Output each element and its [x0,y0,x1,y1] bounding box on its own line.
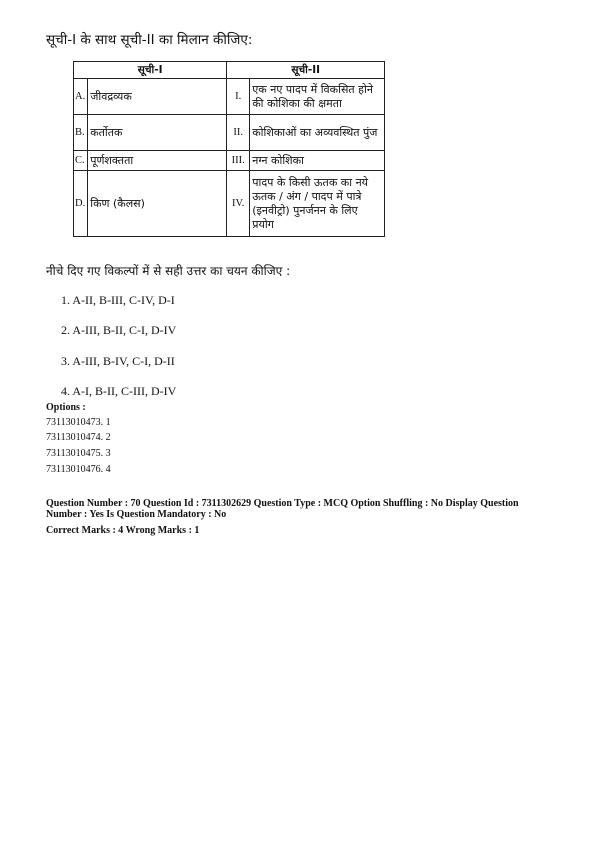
row-left-label: D. [74,171,88,237]
row-left-text: कर्तोतक [88,115,227,151]
option-id: 73113010476. 4 [46,464,111,475]
table-row [74,79,385,115]
row-right-text: नग्न कोशिका [250,151,385,171]
row-left-text: जीवद्रव्यक [88,79,227,115]
options-label: Options : [46,402,86,413]
match-table [73,61,385,237]
option-id: 73113010475. 3 [46,448,111,459]
row-right-label: I. [227,79,250,115]
answer-choice-2: 2. A-III, B-II, C-I, D-IV [61,323,177,337]
answer-choice-1: 1. A-II, B-III, C-IV, D-I [61,293,175,307]
table-row [74,115,385,151]
question-heading: सूची-I के साथ सूची-II का मिलान कीजिए: [46,32,253,48]
row-left-text: किण (कैलस) [88,171,227,237]
option-id: 73113010473. 1 [46,417,111,428]
row-left-label: C. [74,151,88,171]
table-row [74,151,385,171]
marks-info: Correct Marks : 4 Wrong Marks : 1 [46,525,200,536]
table-row [74,171,385,237]
question-meta: Question Number : 70 Question Id : 7311302629 Question Type : MCQ Option Shuffling : No Display Question Number : Yes Is Question Mandatory : No [46,498,519,520]
answer-choice-4: 4. A-I, B-II, C-III, D-IV [61,384,177,398]
list-2-header: सूची-II [227,62,385,79]
option-id: 73113010474. 2 [46,432,111,443]
answer-choice-3: 3. A-III, B-IV, C-I, D-II [61,354,175,368]
list-1-header: सूची-I [74,62,227,79]
row-left-label: B. [74,115,88,151]
row-right-text: कोशिकाओं का अव्यवस्थित पुंज [250,115,385,151]
row-left-label: A. [74,79,88,115]
row-right-label: II. [227,115,250,151]
row-right-label: IV. [227,171,250,237]
row-right-text: पादप के किसी ऊतक का नये ऊतक / अंग / पादप में पात्रे (इनवीट्रो) पुनर्जनन के लिए प्रयोग [250,171,385,237]
row-right-text: एक नए पादप में विकसित होने की कोशिका की क्षमता [250,79,385,115]
row-right-label: III. [227,151,250,171]
instruction-text: नीचे दिए गए विकल्पों में से सही उत्तर का चयन कीजिए : [46,264,291,278]
table-header-row [74,62,385,79]
row-left-text: पूर्णशक्तता [88,151,227,171]
